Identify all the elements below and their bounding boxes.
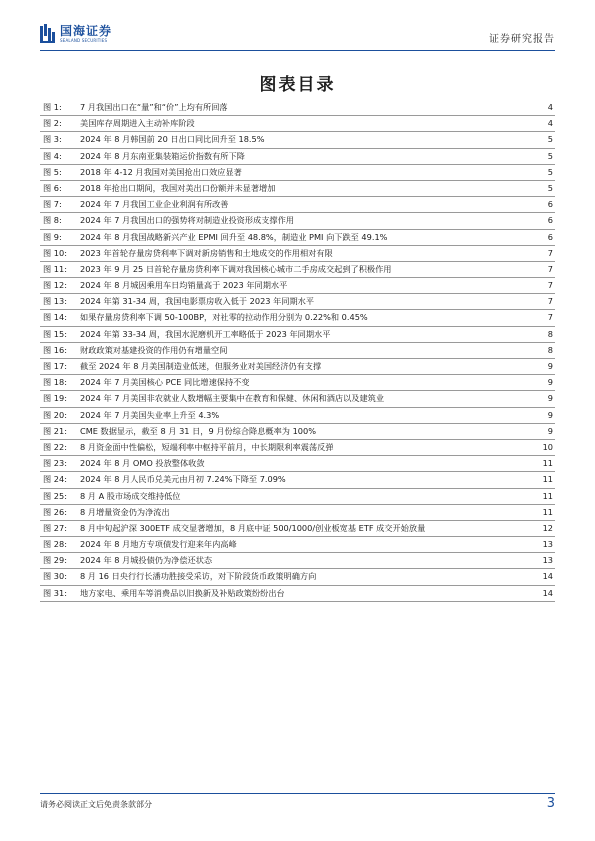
toc-figure-title: 2024 年第 33-34 周，我国水泥磨机开工率略低于 2023 年同期水平 bbox=[80, 328, 331, 339]
toc-page-number: 13 bbox=[542, 539, 553, 550]
toc-figure-number: 图 27: bbox=[43, 522, 67, 533]
toc-page-number: 6 bbox=[547, 231, 553, 242]
page-header bbox=[40, 22, 555, 52]
figure-list bbox=[40, 100, 555, 602]
toc-entry[interactable] bbox=[40, 343, 555, 359]
page-number: 3 bbox=[546, 796, 555, 811]
toc-figure-title: 2024 年 8 月 OMO 投放整体收敛 bbox=[80, 458, 205, 469]
toc-entry[interactable] bbox=[40, 553, 555, 569]
toc-figure-number: 图 18: bbox=[43, 377, 67, 388]
toc-figure-number: 图 3: bbox=[43, 134, 62, 145]
toc-entry[interactable] bbox=[40, 213, 555, 229]
toc-figure-title: 地方家电、乘用车等消费品以旧换新及补贴政策纷纷出台 bbox=[80, 587, 285, 598]
toc-page-number: 11 bbox=[542, 458, 553, 469]
toc-entry[interactable] bbox=[40, 246, 555, 262]
toc-entry[interactable] bbox=[40, 116, 555, 132]
logo-en: SEALAND SECURITIES bbox=[60, 38, 108, 43]
header-divider bbox=[40, 50, 555, 51]
toc-entry[interactable] bbox=[40, 197, 555, 213]
toc-page-number: 14 bbox=[542, 571, 553, 582]
toc-figure-number: 图 6: bbox=[43, 182, 62, 193]
toc-entry[interactable] bbox=[40, 294, 555, 310]
toc-figure-number: 图 10: bbox=[43, 247, 67, 258]
toc-entry[interactable] bbox=[40, 424, 555, 440]
toc-figure-title: 8 月 16 日央行行长潘功胜接受采访，对下阶段货币政策明确方向 bbox=[80, 571, 317, 582]
toc-figure-number: 图 30: bbox=[43, 571, 67, 582]
toc-entry[interactable] bbox=[40, 149, 555, 165]
toc-page-number: 8 bbox=[547, 328, 553, 339]
toc-entry[interactable] bbox=[40, 327, 555, 343]
toc-page-number: 4 bbox=[547, 118, 553, 129]
toc-page-number: 9 bbox=[547, 377, 553, 388]
toc-figure-number: 图 12: bbox=[43, 280, 67, 291]
toc-figure-number: 图 20: bbox=[43, 409, 67, 420]
toc-page-number: 11 bbox=[542, 506, 553, 517]
toc-figure-title: 8 月增量资金仍为净流出 bbox=[80, 506, 170, 517]
toc-page-number: 5 bbox=[547, 134, 553, 145]
toc-figure-title: 财政政策对基建投资的作用仍有增量空间 bbox=[80, 344, 228, 355]
toc-figure-number: 图 13: bbox=[43, 296, 67, 307]
toc-figure-title: 2023 年首轮存量房贷利率下调对新房销售和土地成交的作用相对有限 bbox=[80, 247, 333, 258]
toc-figure-title: 2024 年 8 月东南亚集装箱运价指数有所下降 bbox=[80, 150, 245, 161]
toc-figure-title: 2024 年 8 月城因乘用车日均销量高于 2023 年同期水平 bbox=[80, 280, 288, 291]
toc-page-number: 10 bbox=[542, 441, 553, 452]
toc-page-number: 4 bbox=[547, 102, 553, 112]
toc-figure-title: CME 数据显示，截至 8 月 31 日，9 月份综合降息概率为 100% bbox=[80, 425, 316, 436]
toc-entry[interactable] bbox=[40, 569, 555, 585]
toc-figure-title: 2024 年 7 月美国非农就业人数增幅主要集中在教育和保健、休闲和酒店以及建筑业 bbox=[80, 393, 385, 404]
toc-entry[interactable] bbox=[40, 375, 555, 391]
toc-figure-number: 图 8: bbox=[43, 215, 62, 226]
logo-mark-icon bbox=[40, 24, 56, 44]
toc-entry[interactable] bbox=[40, 230, 555, 246]
toc-figure-title: 2024 年 7 月美国失业率上升至 4.3% bbox=[80, 409, 220, 420]
toc-entry[interactable] bbox=[40, 521, 555, 537]
toc-entry[interactable] bbox=[40, 489, 555, 505]
toc-page-number: 5 bbox=[547, 150, 553, 161]
toc-figure-number: 图 24: bbox=[43, 474, 67, 485]
toc-page-number: 9 bbox=[547, 361, 553, 371]
toc-page-number: 11 bbox=[542, 490, 553, 501]
toc-page-number: 12 bbox=[542, 522, 553, 533]
toc-figure-number: 图 19: bbox=[43, 393, 67, 404]
toc-figure-number: 图 26: bbox=[43, 506, 67, 517]
page-title: 图表目录 bbox=[259, 75, 336, 95]
toc-figure-number: 图 31: bbox=[43, 587, 67, 598]
toc-figure-number: 图 15: bbox=[43, 328, 67, 339]
toc-entry[interactable] bbox=[40, 165, 555, 181]
toc-figure-number: 图 5: bbox=[43, 166, 62, 177]
toc-entry[interactable] bbox=[40, 100, 555, 116]
toc-figure-number: 图 17: bbox=[43, 361, 67, 371]
toc-page-number: 5 bbox=[547, 166, 553, 177]
toc-figure-title: 2018 年抢出口期间，我国对美出口份额并未显著增加 bbox=[80, 182, 276, 193]
toc-page-number: 7 bbox=[547, 247, 553, 258]
toc-figure-number: 图 16: bbox=[43, 344, 67, 355]
toc-entry[interactable] bbox=[40, 408, 555, 424]
toc-entry[interactable] bbox=[40, 278, 555, 294]
toc-figure-title: 2024 年 7 月美国核心 PCE 同比增速保持不变 bbox=[80, 377, 250, 388]
disclaimer-note: 请务必阅读正文后免责条款部分 bbox=[40, 800, 152, 809]
toc-entry[interactable] bbox=[40, 505, 555, 521]
toc-page-number: 9 bbox=[547, 425, 553, 436]
toc-figure-number: 图 11: bbox=[43, 263, 67, 274]
toc-page-number: 7 bbox=[547, 263, 553, 274]
toc-figure-number: 图 23: bbox=[43, 458, 67, 469]
toc-entry[interactable] bbox=[40, 262, 555, 278]
toc-figure-title: 8 月中旬起沪深 300ETF 成交显著增加，8 月底中证 500/1000/创业板宽基 ETF 成交开始放量 bbox=[80, 522, 426, 533]
toc-page-number: 5 bbox=[547, 182, 553, 193]
document-type: 证券研究报告 bbox=[489, 34, 555, 45]
toc-figure-number: 图 22: bbox=[43, 441, 67, 452]
toc-figure-title: 2023 年 9 月 25 日首轮存量房贷利率下调对我国核心城市二手房成交起到了积极作用 bbox=[80, 263, 392, 274]
toc-figure-number: 图 2: bbox=[43, 118, 62, 129]
toc-entry[interactable] bbox=[40, 359, 555, 375]
toc-figure-number: 图 29: bbox=[43, 555, 67, 566]
toc-figure-title: 2024 年 7 月我国工业企业利润有所改善 bbox=[80, 199, 229, 210]
toc-page-number: 13 bbox=[542, 555, 553, 566]
toc-figure-title: 2024 年 7 月我国出口的强势将对制造业投资形成支撑作用 bbox=[80, 215, 294, 226]
toc-entry[interactable] bbox=[40, 586, 555, 602]
toc-figure-number: 图 21: bbox=[43, 425, 67, 436]
company-logo bbox=[40, 24, 112, 44]
toc-page-number: 7 bbox=[547, 280, 553, 291]
toc-figure-title: 8 月 A 股市场成交维持低位 bbox=[80, 490, 181, 501]
toc-figure-number: 图 9: bbox=[43, 231, 62, 242]
toc-page-number: 8 bbox=[547, 344, 553, 355]
toc-figure-number: 图 4: bbox=[43, 150, 62, 161]
toc-figure-title: 2024 年 8 月韩国前 20 日出口同比回升至 18.5% bbox=[80, 134, 265, 145]
toc-page-number: 6 bbox=[547, 215, 553, 226]
toc-entry[interactable] bbox=[40, 472, 555, 488]
toc-figure-title: 7 月我国出口在“量”和“价”上均有所回落 bbox=[80, 102, 228, 112]
toc-figure-title: 如果存量房贷利率下调 50-100BP，对社零的拉动作用分别为 0.22%和 0.45% bbox=[80, 312, 368, 323]
toc-entry[interactable] bbox=[40, 181, 555, 197]
toc-figure-title: 2024 年 8 月地方专项债发行迎来年内高峰 bbox=[80, 539, 237, 550]
toc-figure-title: 2024 年 8 月城投债仍为净偿还状态 bbox=[80, 555, 213, 566]
toc-entry[interactable] bbox=[40, 456, 555, 472]
toc-page-number: 9 bbox=[547, 393, 553, 404]
toc-entry[interactable] bbox=[40, 391, 555, 407]
toc-figure-title: 截至 2024 年 8 月美国制造业低迷，但服务业对美国经济仍有支撑 bbox=[80, 361, 322, 371]
toc-entry[interactable] bbox=[40, 440, 555, 456]
toc-page-number: 6 bbox=[547, 199, 553, 210]
toc-entry[interactable] bbox=[40, 310, 555, 326]
toc-page-number: 14 bbox=[542, 587, 553, 598]
toc-page-number: 7 bbox=[547, 312, 553, 323]
toc-figure-title: 美国库存周期进入主动补库阶段 bbox=[80, 118, 195, 129]
toc-figure-number: 图 1: bbox=[43, 102, 62, 112]
toc-page-number: 7 bbox=[547, 296, 553, 307]
toc-page-number: 9 bbox=[547, 409, 553, 420]
toc-figure-title: 2018 年 4-12 月我国对美国抢出口效应显著 bbox=[80, 166, 242, 177]
toc-entry[interactable] bbox=[40, 132, 555, 148]
toc-figure-number: 图 14: bbox=[43, 312, 67, 323]
toc-entry[interactable] bbox=[40, 537, 555, 553]
logo-cn: 国海证券 bbox=[60, 24, 113, 38]
toc-figure-number: 图 7: bbox=[43, 199, 62, 210]
toc-page-number: 11 bbox=[542, 474, 553, 485]
toc-figure-title: 8 月资金面中性偏松，短端利率中枢持平前月，中长期限利率震荡反弹 bbox=[80, 441, 334, 452]
toc-figure-title: 2024 年第 31-34 周，我国电影票房收入低于 2023 年同期水平 bbox=[80, 296, 315, 307]
toc-figure-number: 图 25: bbox=[43, 490, 67, 501]
toc-figure-title: 2024 年 8 月人民币兑美元由月初 7.24%下降至 7.09% bbox=[80, 474, 286, 485]
toc-figure-title: 2024 年 8 月我国战略新兴产业 EPMI 回升至 48.8%，制造业 PMI 向下跌至 49.1% bbox=[80, 231, 388, 242]
footer-divider bbox=[40, 793, 555, 794]
toc-figure-number: 图 28: bbox=[43, 539, 67, 550]
